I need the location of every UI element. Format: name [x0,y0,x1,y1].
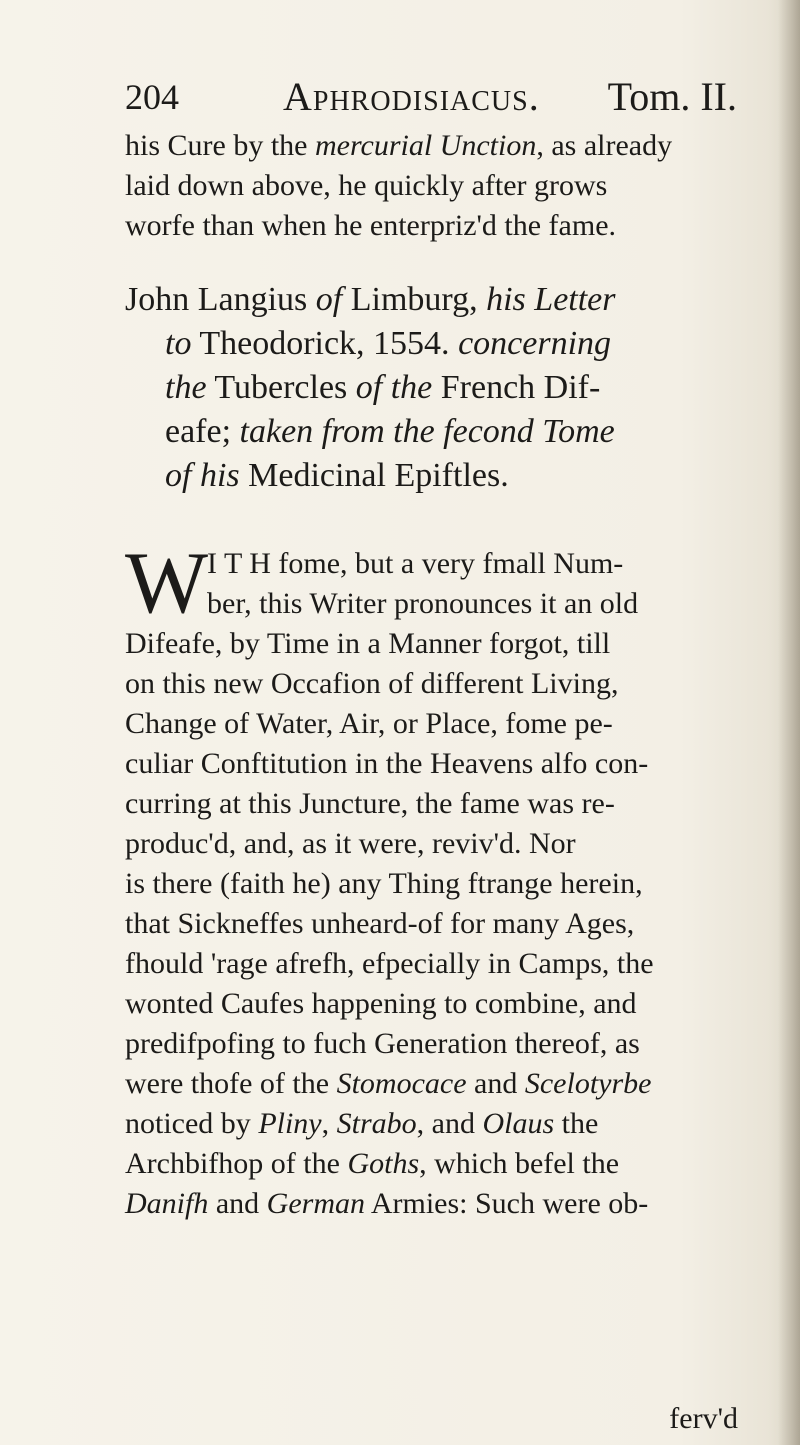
text-line: produc'd, and, as it were, reviv'd. Nor [125,827,576,860]
text-line: noticed by Pliny, Strabo, and Olaus the [125,1107,599,1140]
text-line: Difeafe, by Time in a Manner forgot, till [125,627,611,660]
text-line: culiar Conftitution in the Heavens alfo con- [125,747,649,780]
text-line: were thofe of the Stomocace and Scelotyrbe [125,1067,652,1100]
text-line: fhould 'rage afrefh, efpecially in Camps, the [125,947,654,980]
text-line: I T H fome, but a very fmall Num- [207,547,624,580]
page-gutter-shadow [778,0,800,1445]
section-heading [125,278,745,498]
text-line: that Sickneffes unheard-of for many Ages, [125,907,635,940]
heading-line: John Langius of Limburg, his Letter [125,281,616,318]
text-line: on this new Occafion of different Living, [125,667,619,700]
text-line: curring at this Juncture, the fame was re- [125,787,615,820]
drop-cap: W [125,535,209,632]
tome-label: Tom. II. [607,74,737,119]
heading-line: of his Medicinal Epiftles. [165,457,509,494]
drop-cap-lines [125,544,745,624]
catchword: ferv'd [669,1402,738,1435]
running-title: Aphrodisiacus. [283,74,540,119]
text-line: predifpofing to fuch Generation thereof, as [125,1027,640,1060]
heading-line: eafe; taken from the fecond Tome [165,413,615,450]
text-line: laid down above, he quickly after grows [125,169,608,202]
running-head [125,72,737,122]
text-line: Change of Water, Air, or Place, fome pe- [125,707,613,740]
text-line: ber, this Writer pronounces it an old [207,587,639,620]
text-line: his Cure by the mercurial Unction, as already [125,129,673,162]
heading-line: the Tubercles of the French Dif- [165,369,601,406]
page-number: 204 [125,77,179,117]
text-line: worfe than when he enterpriz'd the fame. [125,209,617,242]
text-line: Danifh and German Armies: Such were ob- [125,1187,649,1220]
text-line: wonted Caufes happening to combine, and [125,987,637,1020]
opening-paragraph [125,126,745,246]
text-line: is there (faith he) any Thing ftrange herein, [125,867,643,900]
text-line: Archbifhop of the Goths, which befel the [125,1147,620,1180]
heading-line: to Theodorick, 1554. concerning [165,325,612,362]
main-paragraph [125,535,745,1224]
